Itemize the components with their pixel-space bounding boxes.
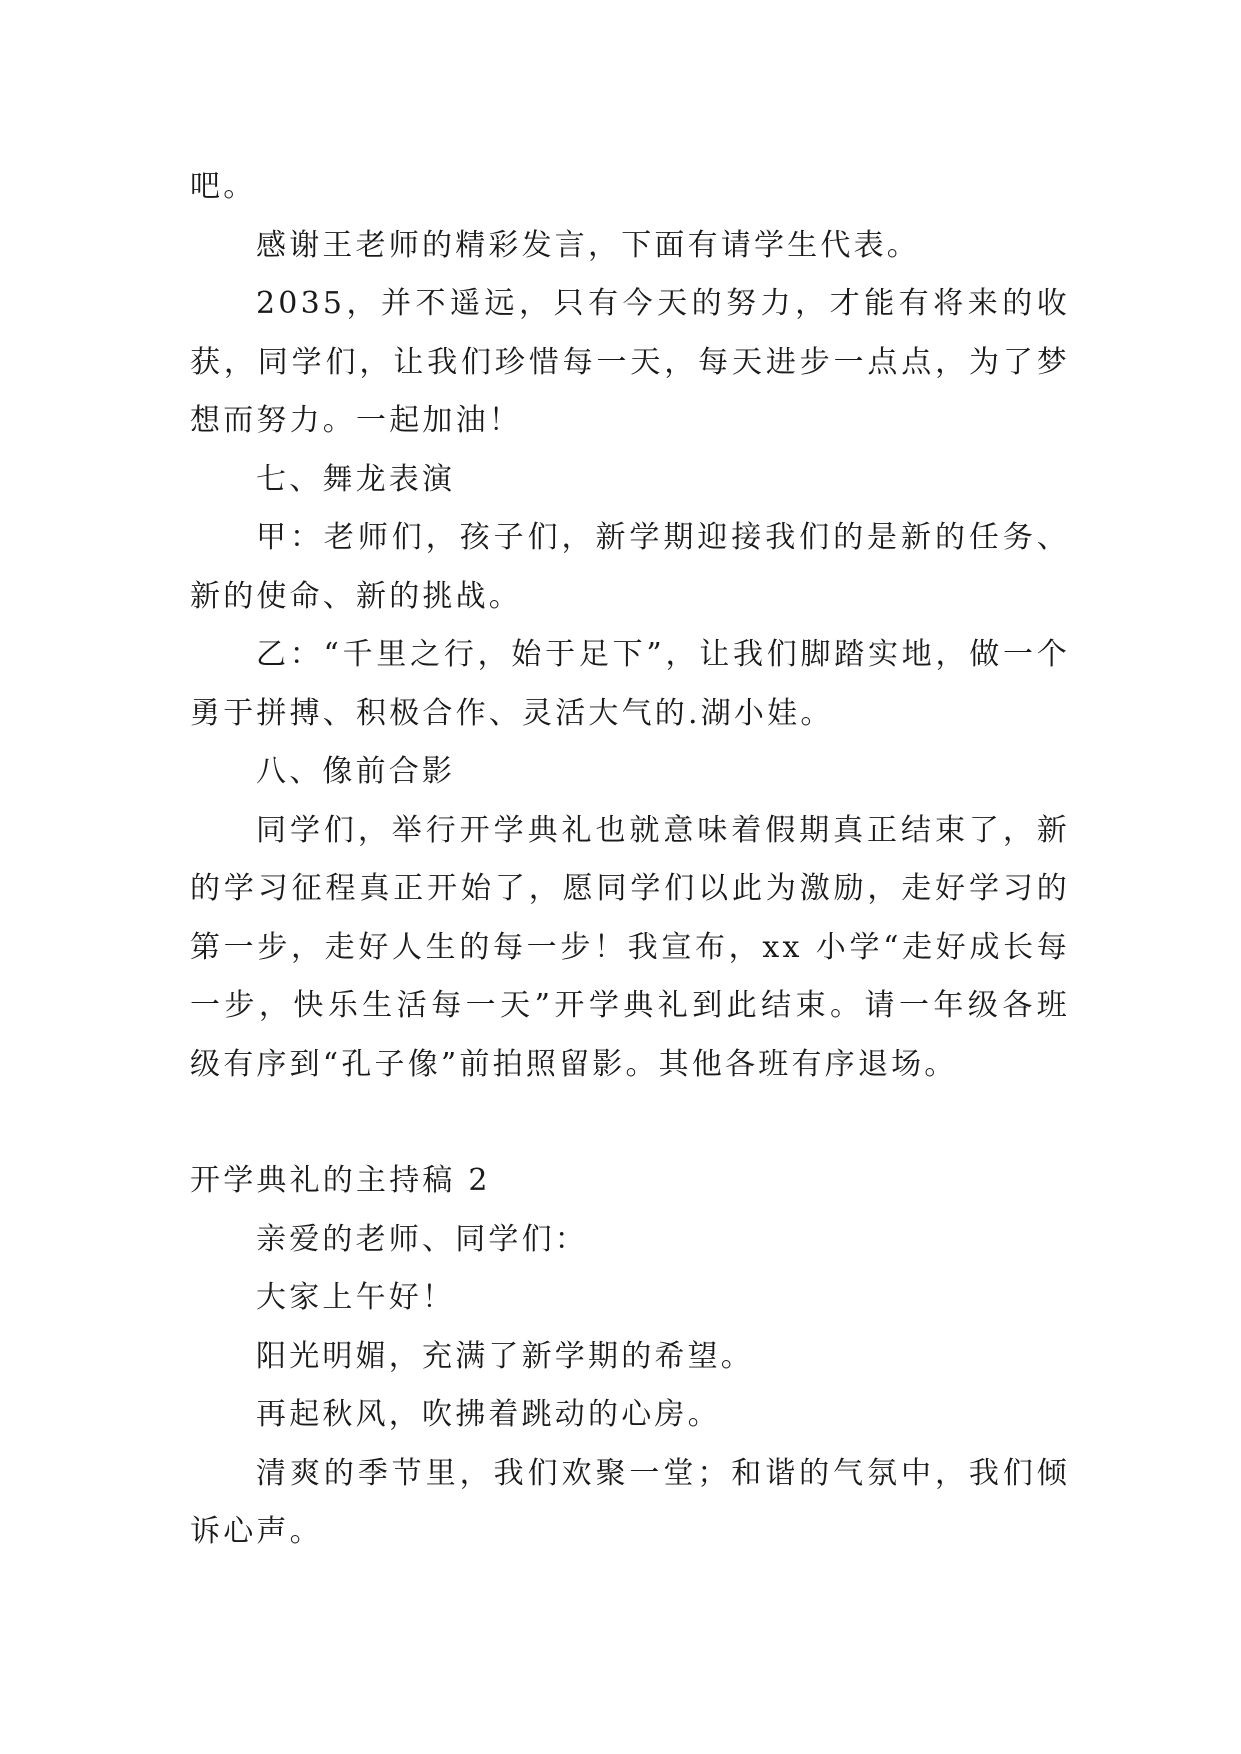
section-heading-group-photo: 八、像前合影	[256, 754, 456, 789]
paragraph-closing: 同学们，举行开学典礼也就意味着假期真正结束了，新的学习征程真正开始了，愿同学们以此为激励，走好学习的第一步，走好人生的每一步！我宣布，xx 小学“走好成长每一步，快乐生活每一天”开学典礼到此结束。请一年级各班级有序到“孔子像”前拍照留影。其他各班有序退场。	[190, 812, 1070, 1082]
document-body	[190, 158, 1070, 1562]
paragraph-gathering: 清爽的季节里，我们欢聚一堂；和谐的气氛中，我们倾诉心声。	[190, 1455, 1070, 1549]
paragraph-continuation: 吧。	[190, 169, 257, 204]
paragraph-thanks: 感谢王老师的精彩发言，下面有请学生代表。	[256, 227, 920, 263]
paragraph-speaker-b: 乙：“千里之行，始于足下”，让我们脚踏实地，做一个勇于拼搏、积极合作、灵活大气的.湖小娃。	[190, 637, 1070, 731]
paragraph-2035: 2035，并不遥远，只有今天的努力，才能有将来的收获，同学们，让我们珍惜每一天，每天进步一点点，为了梦想而努力。一起加油！	[190, 286, 1070, 438]
paragraph-good-morning: 大家上午好！	[256, 1280, 456, 1315]
paragraph-greeting: 亲爱的老师、同学们：	[256, 1221, 588, 1257]
section-title: 开学典礼的主持稿 2	[190, 1163, 491, 1198]
section-heading-dragon-dance: 七、舞龙表演	[256, 461, 456, 497]
paragraph-speaker-a: 甲：老师们，孩子们，新学期迎接我们的是新的任务、新的使命、新的挑战。	[190, 520, 1070, 614]
paragraph-autumn-wind: 再起秋风，吹拂着跳动的心房。	[256, 1397, 721, 1432]
section-spacer	[190, 1094, 1070, 1152]
paragraph-sunshine: 阳光明媚，充满了新学期的希望。	[256, 1338, 754, 1374]
